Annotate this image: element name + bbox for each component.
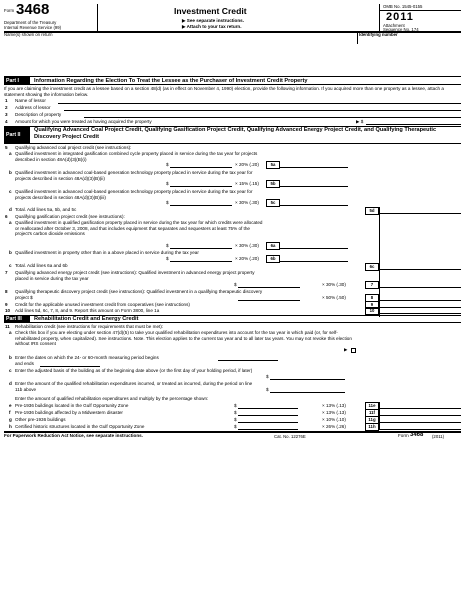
- footer-form-word: Form: [398, 433, 409, 438]
- dept-line-1: Department of the Treasury: [4, 20, 57, 25]
- box-5b: 5b: [266, 180, 280, 188]
- amount-column-rule-part2: [379, 207, 380, 317]
- line5c-credit-field[interactable]: [280, 205, 348, 206]
- part2-title: Qualifying Advanced Coal Project Credit, Qualifying Gasification Project Credit, Qualifying Advanced Energy Project Credit, and Qualifying Therapeutic Discovery Project Credit: [34, 127, 437, 140]
- line6b-dollar: $: [166, 256, 169, 261]
- footer-form-number: 3468: [410, 432, 424, 438]
- line11e-dollar: $: [234, 403, 237, 408]
- lessor-address-field[interactable]: [64, 110, 461, 111]
- line11g-dollar: $: [234, 417, 237, 422]
- line4-amount-field[interactable]: [366, 124, 461, 125]
- line6a-credit-field[interactable]: [280, 248, 348, 249]
- line6a-rate: × 30% (.30): [235, 243, 259, 248]
- catalog-number: Cat. No. 12276E: [274, 434, 306, 439]
- line11e-rate: × 13% (.13): [322, 403, 346, 408]
- line6c-amount-field[interactable]: [379, 269, 461, 270]
- line7-input[interactable]: [238, 287, 300, 288]
- line4-dollar: ▶ $: [356, 119, 364, 124]
- part1-title: Information Regarding the Election To Treat the Lessee as the Purchaser of Investment Credit Property: [34, 78, 308, 84]
- line11f-rate: × 13% (.13): [322, 410, 346, 415]
- footer-year: (2011): [432, 434, 445, 439]
- property-description-field[interactable]: [84, 117, 461, 118]
- line8-rate: × 50% (.50): [322, 295, 346, 300]
- omb-number: OMB No. 1545-0155: [383, 4, 423, 9]
- line10-amount-field[interactable]: [379, 313, 461, 314]
- header-divider-right: [379, 4, 380, 31]
- tax-year: 2011: [386, 11, 414, 23]
- election-checkbox[interactable]: [351, 348, 356, 353]
- instruction-line-2: ▶ Attach to your tax return.: [182, 24, 242, 29]
- line11f-amount-field[interactable]: [379, 415, 461, 416]
- form-page: Form 3468 Department of the Treasury Internal Revenue Service (99) Investment Credit ▶ See separate instructions. ▶ Attach to your tax return. OMB No. 1545-0155 2011 Attachment Sequence No. 174 Name(s) shown on return Identifying number Part I Information Regarding the Election To Treat the Lessee as the Purchaser of Investment Credit Property If you are claiming the investment credit as a lessee based on a section 48(d) (as in effect on November 4, 1990) election, provide the following information. If you acquired more than one property as a lessee, attach a statement showing the information below. 1 Name of lessor 2 Address of lessor 3 Description of property 4 Amount for which you were treated as having acquired the property ▶ $ Part II Qualifying Advanced Coal Project Credit, Qualifying Gasification Project Credit, Qualifying Advanced Energy Project Credit, and Qualifying Therapeutic Discovery Project Credit 5 Qualifying advanced coal project credit (see instructions): a Qualified investment in integrated gasification combined cycle property placed in service during the tax year for projects described in section 48A(d)(3)(B)(i) $ × 20% (.20) 5a b Qualified investment in advanced coal-based generation technology property placed in service during the tax year for projects described in section 48A(d)(3)(B)(ii) $ × 15% (.15) 5b c Qualified investment in advanced coal-based generation technology property placed in service during the tax year for projects described in section 48A(d)(3)(B)(iii) $ × 30% (.30) 5c d Total. Add lines 5a, 5b, and 5c 5d 6 Qualifying gasification project credit (see instructions): a Qualified investment in qualified gasification property placed in service during the tax year for which credits were allocated or reallocated after October 3, 2008, and that includes equipment that separates and sequesters at least 75% of the project's carbon dioxide emissions $ × 30% (.30) 6a b Qualified investment in property other than in a above placed in service during the tax year $ × 20% (.20) 6b c Total. Add lines 6a and 6b 6c 7 Qualifying advanced energy project credit (see instructions): Qualified investment in advanced energy project property placed in service during the tax year $ × 30% (.30) 7 8 Qualifying therapeutic discovery project credit (see instructions): Qualified investment in a qualifying therapeutic discovery project $ × 50% (.50) 8 9 Credit for the applicable unused investment credit from cooperatives (see instructions) 9 10 Add lines 5d, 6c, 7, 8, and 9. Report this amount on Form 3800, line 1a 10 Part III Rehabilitation Credit and Energy Credit 11 Rehabilitation credit (see instructions for requirements that must be met): a Check this box if you are electing under section 47(d)(5) to take your qualified rehabilitation expenditures into account for the tax year in which paid (or, for self-rehabilitated property, when capitalized). See instructions. Note. This election applies to the current tax year and to all later tax years. You may not revoke this election without IRS consent ▶ b Enter the dates on which the 24- or 60-month measuring period begins and ends c Enter the adjusted basis of the building as of the beginning date above (or the first day of your holding period, if later) $ d Enter the amount of the qualified rehabilitation expenditures incurred, or treated as incurred, during the period on line 11b above $ Enter the amount of qualified rehabilitation expenditures and multiply by the percentage shown: e Pre-1936 buildings located in the Gulf Opportunity Zone $ × 13% (.13) 11e f Pre-1936 buildings affected by a Midwestern disaster $ × 13% (.13) 11f g Other pre-1936 buildings $ × 10% (.10) 11g h Certified historic structures located in the Gulf Opportunity Zone $ × 26% (.26) 11h For Paperwork Reduction Act Notice, see separate instructions. Cat. No. 12276E Form 3468 (2011): [4, 4, 461, 596]
- line6b-input[interactable]: [170, 261, 232, 262]
- dept-line-2: Internal Revenue Service (99): [4, 25, 62, 30]
- box-6c: 6c: [365, 263, 379, 271]
- lessor-name-field[interactable]: [58, 103, 461, 104]
- line11a-arrow: ▶: [344, 347, 348, 352]
- box-10: 10: [365, 307, 379, 315]
- line11h-input[interactable]: [238, 429, 298, 430]
- footer-notice: For Paperwork Reduction Act Notice, see separate instructions.: [4, 433, 143, 438]
- line11f-dollar: $: [234, 410, 237, 415]
- box-9: 9: [365, 301, 379, 309]
- part3-label: Part III: [4, 316, 30, 322]
- line5b-dollar: $: [166, 181, 169, 186]
- attachment-label: Attachment: [383, 23, 405, 28]
- line11g-input[interactable]: [238, 422, 298, 423]
- box-7: 7: [365, 281, 379, 289]
- line5c-dollar: $: [166, 200, 169, 205]
- box-11g: 11g: [365, 416, 379, 424]
- rehab-expenditures-field[interactable]: [270, 392, 345, 393]
- line11c-dollar: $: [266, 374, 269, 379]
- line11h-amount-field[interactable]: [379, 429, 461, 430]
- line7-dollar: $: [234, 282, 237, 287]
- line11g-amount-field[interactable]: [379, 422, 461, 423]
- box-11e: 11e: [365, 402, 379, 410]
- line11d-dollar: $: [266, 387, 269, 392]
- line11g-rate: × 10% (.10): [322, 417, 346, 422]
- line7-rate: × 30% (.30): [322, 282, 346, 287]
- part3-header: [4, 315, 461, 323]
- amount-column-rule-part3: [379, 402, 380, 430]
- period-begin-field[interactable]: [218, 360, 278, 361]
- box-11f: 11f: [365, 409, 379, 417]
- id-divider: [357, 32, 358, 44]
- box-6a: 6a: [266, 242, 280, 250]
- line5b-rate: × 15% (.15): [235, 181, 259, 186]
- line11h-dollar: $: [234, 424, 237, 429]
- part1-intro: If you are claiming the investment credit as a lessee based on a section 48(d) (as in effect on November 4, 1990) election, provide the following information. If you acquired more than one property as a lessee, attach a statement showing the information below.: [4, 86, 444, 97]
- period-end-field[interactable]: [40, 366, 100, 367]
- part2-header: [4, 126, 461, 144]
- header-divider-left: [97, 4, 98, 31]
- instruction-line-1: ▶ See separate instructions.: [182, 18, 244, 23]
- box-6b: 6b: [266, 255, 280, 263]
- line6b-credit-field[interactable]: [280, 261, 348, 262]
- part2-label: Part II: [4, 127, 30, 143]
- box-11h: 11h: [365, 423, 379, 431]
- line5a-rate: × 20% (.20): [235, 162, 259, 167]
- line8-input[interactable]: [238, 300, 300, 301]
- line6a-dollar: $: [166, 243, 169, 248]
- line9-amount-field[interactable]: [379, 307, 461, 308]
- line5b-input[interactable]: [170, 186, 232, 187]
- line5a-input[interactable]: [170, 167, 232, 168]
- line5a-credit-field[interactable]: [280, 167, 348, 168]
- line5b-credit-field[interactable]: [280, 186, 348, 187]
- line5c-rate: × 30% (.30): [235, 200, 259, 205]
- box-5c: 5c: [266, 199, 280, 207]
- line6b-rate: × 20% (.20): [235, 256, 259, 261]
- form-word: Form: [4, 8, 15, 13]
- id-number-label: Identifying number: [359, 32, 398, 37]
- form-number: 3468: [16, 1, 50, 18]
- line7-amount-field[interactable]: [379, 287, 461, 288]
- box-5a: 5a: [266, 161, 280, 169]
- sequence-number: Sequence No. 174: [383, 27, 419, 32]
- part1-header: [4, 76, 461, 85]
- line11e-input[interactable]: [238, 408, 298, 409]
- line6a-input[interactable]: [170, 248, 232, 249]
- part3-title: Rehabilitation Credit and Energy Credit: [34, 316, 139, 322]
- line8-amount-field[interactable]: [379, 300, 461, 301]
- line11h-rate: × 26% (.26): [322, 424, 346, 429]
- line5c-input[interactable]: [170, 205, 232, 206]
- line11e-amount-field[interactable]: [379, 408, 461, 409]
- adjusted-basis-field[interactable]: [270, 379, 345, 380]
- part1-label: Part I: [4, 77, 30, 84]
- box-8: 8: [365, 294, 379, 302]
- line11f-input[interactable]: [238, 415, 298, 416]
- box-5d: 5d: [365, 207, 379, 215]
- line5a-dollar: $: [166, 162, 169, 167]
- line5d-amount-field[interactable]: [379, 213, 461, 214]
- name-label: Name(s) shown on return: [4, 32, 53, 37]
- form-title: Investment Credit: [174, 6, 247, 16]
